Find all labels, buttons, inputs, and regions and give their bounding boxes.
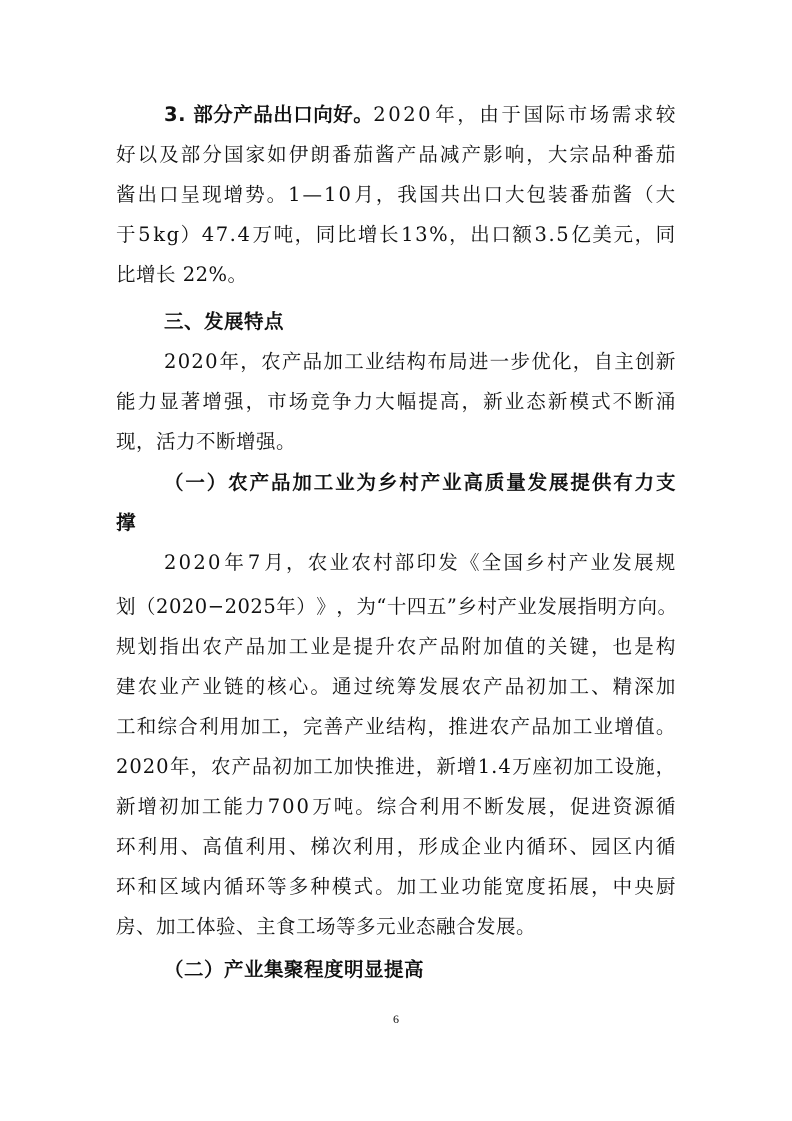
subsection-1-line-10: 房、加工体验、主食工场等多元业态融合发展。: [116, 915, 537, 938]
section-heading-development-features: 三、发展特点: [164, 310, 285, 333]
subsection-1-line-6: 2 0 2 0 年 ， 农 产 品 初 加 工 加 快 推 进 ， 新 增 1 . 4 万 座 初 加 工 设 施 ，: [116, 755, 676, 778]
page-number: 6: [393, 1012, 399, 1026]
section3-para-line-2: 能 力 显 著 增 强 ， 市 场 竞 争 力 大 幅 提 高 ， 新 业 态 新 模 式 不 断 涌: [116, 390, 676, 413]
subsection-1-line-8: 环 利 用 、 高 值 利 用 、 梯 次 利 用 ， 形 成 企 业 内 循 环 、 园 区 内 循: [116, 835, 676, 858]
subsection-1-line-7: 新 增 初 加 工 能 力 7 0 0 万 吨 。 综 合 利 用 不 断 发 展 ， 促 进 资 源 循: [116, 795, 676, 818]
para-exports-line-2: 好 以 及 部 分 国 家 如 伊 朗 番 茄 酱 产 品 减 产 影 响 ， 大 宗 品 种 番 茄: [116, 143, 676, 166]
section3-para-line-3: 现，活力不断增强。: [116, 430, 297, 453]
subsection-1-line-5: 工 和 综 合 利 用 加 工 ， 完 善 产 业 结 构 ， 推 进 农 产 品 加 工 业 增 值 。: [116, 715, 676, 738]
para-exports-line-5: 比增长 22%。: [116, 263, 248, 286]
subsection-1-line-3: 规 划 指 出 农 产 品 加 工 业 是 提 升 农 产 品 附 加 值 的 关 键 ， 也 是 构: [116, 635, 676, 658]
para-exports-line-4: 于 5 k g ） 4 7 . 4 万 吨 ， 同 比 增 长 1 3 % ， 出 口 额 3 . 5 亿 美 元 ， 同: [116, 223, 676, 246]
subsection-1-line-9: 环 和 区 域 内 循 环 等 多 种 模 式 。 加 工 业 功 能 宽 度 拓 展 ， 中 央 厨: [116, 875, 676, 898]
subsection-1-line-1: 2 0 2 0 年 7 月 ， 农 业 农 村 部 印 发 《 全 国 乡 村 产 业 发 展 规: [164, 551, 676, 574]
para-exports-line-3: 酱 出 口 呈 现 增 势 。 1 — 1 0 月 ， 我 国 共 出 口 大 包 装 番 茄 酱 （ 大: [116, 183, 676, 206]
para-exports-line-1-text: 2 0 2 0 年 ， 由 于 国 际 市 场 需 求 较: [373, 103, 676, 126]
section3-para-line-1: 2 0 2 0 年 ， 农 产 品 加 工 业 结 构 布 局 进 一 步 优 化 ， 自 主 创 新: [164, 350, 676, 373]
para-exports-line-1: [164, 100, 676, 130]
subsection-1-line-4: 建 农 业 产 业 链 的 核 心 。 通 过 统 筹 发 展 农 产 品 初 加 工 、 精 深 加: [116, 675, 676, 698]
subsection-1-title-line-2: 撑: [116, 511, 137, 534]
subsection-2-title: （二）产业集聚程度明显提高: [164, 958, 425, 981]
subsection-1-line-2: 划 （ 2 0 2 0 − 2 0 2 5 年 ） 》 ， 为 “ 十 四 五 ” 乡 村 产 业 发 展 指 明 方 向 。: [116, 595, 678, 618]
para-exports-lead: 3. 部分产品出口向好。: [164, 103, 374, 126]
subsection-1-title-line-1: （ 一 ） 农 产 品 加 工 业 为 乡 村 产 业 高 质 量 发 展 提 供 有 力 支: [164, 471, 676, 494]
